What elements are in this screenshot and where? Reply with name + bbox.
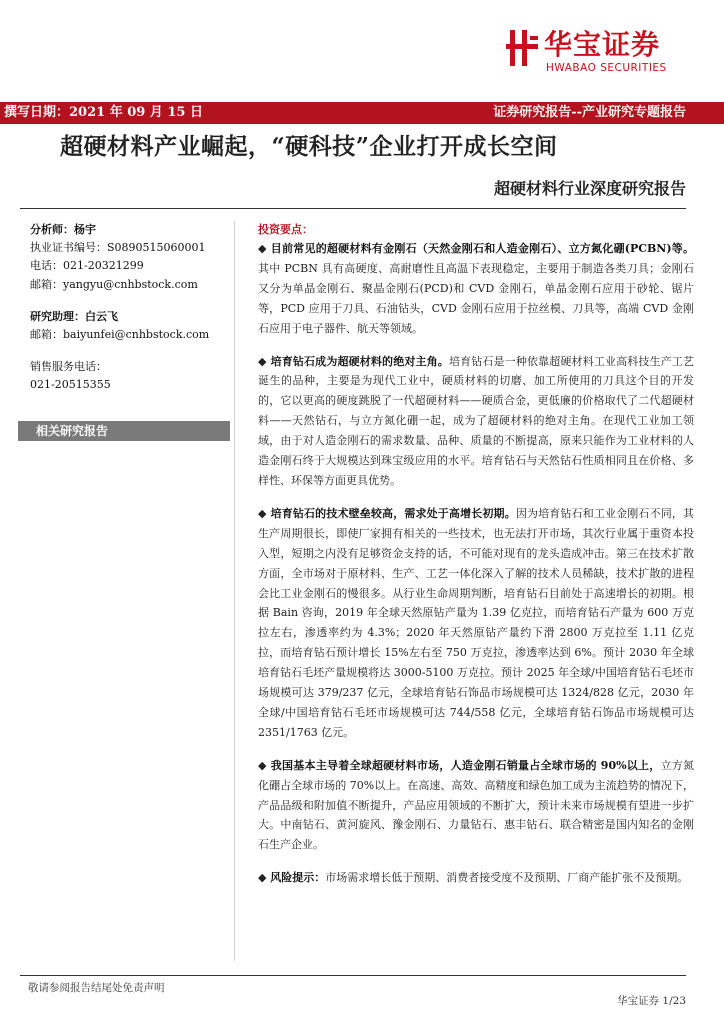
investment-points-heading: 投资要点： (258, 223, 313, 236)
column-divider (234, 221, 235, 961)
risk-warning: ◆ 风险提示：市场需求增长低于预期、消费者接受度不及预期、厂商产能扩张不及预期。 (258, 871, 689, 885)
sales-label: 销售服务电话： (30, 360, 107, 374)
hwabao-logo-icon (506, 28, 540, 68)
logo-english-text: HWABAO SECURITIES (546, 62, 667, 74)
diamond-bullet-icon: ◆ (258, 506, 271, 520)
report-title: 超硬材料产业崛起，“硬科技”企业打开成长空间 (60, 133, 558, 160)
footer-divider (20, 975, 686, 976)
analyst-cert-number: S0890515060001 (107, 241, 206, 255)
investment-point: ◆ 目前常见的超硬材料有金刚石（天然金刚石和人造金刚石）、立方氮化硼(PCBN)等。其中 PCBN 具有高硬度、高耐磨性且高温下表现稳定，主要用于制造各类刀具；金刚石又分为单晶金刚石、聚晶金刚石(PCD)和 CVD 金刚石，单晶金刚石应用于砂轮、锯片等，PCD 应用于刀具、石油钻头，CVD 金刚石应用于拉丝模、刀具等，高端 CVD 金刚石应用于电子器件、航天等领域。 (258, 242, 694, 335)
investment-point: ◆ 我国基本主导着全球超硬材料市场，人造金刚石销量占全球市场的 90%以上，立方氮化硼占全球市场的 70%以上。在高速、高效、高精度和绿色加工成为主流趋势的情况下，产品品级和附加值不断提升，产品应用领域的不断扩大，预计未来市场规模有望进一步扩大。中南钻石、黄河旋风、豫金刚石、力量钻石、惠丰钻石、联合精密是国内知名的金刚石生产企业。 (258, 758, 695, 852)
sales-phone: 021-20515355 (30, 378, 111, 392)
investment-point: ◆ 培育钻石成为超硬材料的绝对主角。培育钻石是一种依靠超硬材料工业高科技生产工艺诞生的品种，主要是为现代工业中，硬质材料的切磨、加工所使用的刀具这个目的开发的，它以更高的硬度跳脱了一代超硬材料——硬质合金，更低廉的价格取代了二代超硬材料——天然钻石，与立方氮化硼一起，成为了超硬材料的绝对主角。在现代工业加工领域，由于对人造金刚石的需求数量、品种、质量的不断提高，原来只能作为工业材料的人造金刚石终于大规模达到珠宝级应用的水平。培育钻石与天然钻石性质相同且在价格、多样性、环保等方面更具优势。 (258, 354, 695, 487)
diamond-bullet-icon: ◆ (258, 242, 271, 255)
report-type: 证券研究报告--产业研究专题报告 (493, 105, 686, 120)
diamond-bullet-icon: ◆ (258, 871, 271, 885)
disclaimer-note: 敬请参阅报告结尾处免责声明 (28, 982, 165, 994)
analyst-cert: 执业证书编号：S0890515060001 (30, 241, 206, 255)
report-date: 撰写日期：2021 年 09 月 15 日 (4, 105, 203, 120)
diamond-bullet-icon: ◆ (258, 758, 271, 772)
assistant-email: 邮箱：baiyunfei@cnhbstock.com (30, 328, 210, 342)
analyst-name: 分析师：杨宇 (30, 223, 96, 236)
report-subtitle: 超硬材料行业深度研究报告 (493, 179, 686, 198)
investment-point: ◆ 培育钻石的技术壁垒较高，需求处于高增长初期。因为培育钻石和工业金刚石不同，其生产周期很长，即使厂家拥有相关的一些技术，也无法打开市场，其次行业属于重资本投入型，短期之内没有足够资金支持的话，不可能对现有的龙头造成冲击。第三在技术扩散方面，全市场对于原材料、生产、工艺一体化深入了解的技术人员稀缺，技术扩散的进程会比工业金刚石的慢很多。从行业生命周期判断，培育钻石目前处于高速增长的初期。根据 Bain 咨询，2019 年全球天然原钻产量为 1.39 亿克拉，而培育钻石产量为 600 万克拉左右，渗透率约为 4.3%；2020 年天然原钻产量约下滑 2800 万克拉至 1.11 亿克拉，而培育钻石预计增长 15%左右至 750 万克拉，渗透率达到 6%。预计 2030 年全球培育钻石毛坯产量规模将达 3000-5100 万克拉。预计 2025 年全球/中国培育钻石毛坯市场规模可达 379/237 亿元，全球培育钻石饰品市场规模可达 1324/828 亿元，2030 年全球/中国培育钻石毛坯市场规模可达 744/558 亿元，全球培育钻石饰品市场规模可达 2351/1763 亿元。 (258, 506, 695, 739)
investment-points (258, 239, 694, 888)
assistant-name: 研究助理：白云飞 (30, 309, 118, 323)
assistant-email-address[interactable]: baiyunfei@cnhbstock.com (63, 328, 210, 342)
header-divider (20, 208, 686, 209)
analyst-email-address[interactable]: yangyu@cnhbstock.com (63, 277, 198, 291)
analyst-info (30, 221, 230, 395)
related-reports-header: 相关研究报告 (18, 421, 230, 441)
logo-chinese-text: 华宝证券 (544, 28, 661, 61)
analyst-phone: 电话：021-20321299 (30, 259, 144, 273)
diamond-bullet-icon: ◆ (258, 354, 271, 368)
analyst-phone-number: 021-20321299 (63, 259, 144, 273)
company-logo (506, 28, 706, 80)
page-number: 华宝证券 1/23 (617, 995, 686, 1007)
analyst-email: 邮箱：yangyu@cnhbstock.com (30, 277, 198, 291)
